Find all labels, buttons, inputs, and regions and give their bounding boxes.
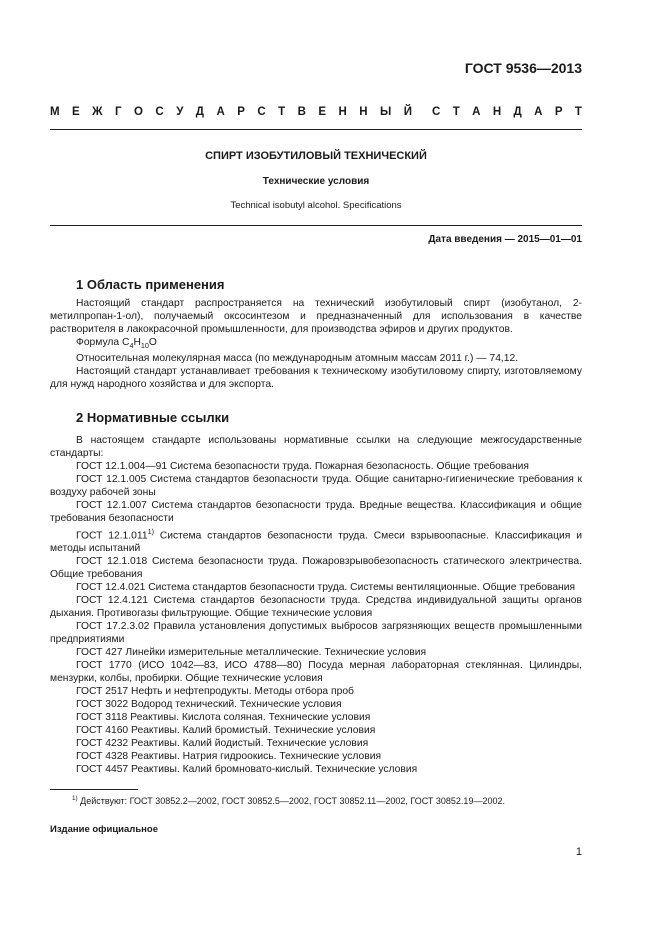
standard-word: С Т А Н Д А Р Т (432, 106, 582, 118)
top-rule (50, 129, 582, 130)
molecular-mass: Относительная молекулярная масса (по международным атомным массам 2011 г.) — 74,12. (76, 353, 519, 365)
reference-code: ГОСТ 427 (76, 647, 123, 659)
reference-code: ГОСТ 4328 (76, 751, 129, 763)
reference-item (50, 750, 582, 763)
reference-code: ГОСТ 12.1.011 (76, 530, 148, 542)
reference-title: Реактивы. Калий бромновато-кислый. Технические условия (131, 764, 418, 776)
reference-item (50, 473, 582, 499)
reference-code: ГОСТ 12.1.007 (76, 500, 147, 511)
section-1-body (50, 297, 582, 391)
reference-title: Линейки измерительные металлические. Технические условия (125, 647, 427, 659)
formula-line: Формула $C_4H_{10}O$ (76, 337, 157, 351)
reference-item (50, 499, 582, 525)
reference-title: Реактивы. Кислота соляная. Технические условия (130, 712, 371, 724)
footnote-rule (50, 789, 138, 790)
reference-title: Реактивы. Калий йодистый. Технические условия (131, 738, 369, 750)
official-edition: Издание официальное (50, 824, 158, 835)
reference-item (50, 698, 582, 711)
reference-title: Система безопасности труда. Пожаровзрывобезопасность статического электричества. Общие требования (50, 556, 582, 581)
section-1-heading: 1 Область применения (76, 277, 225, 292)
document-subtitle: Технические условия (262, 176, 370, 187)
scope-paragraph: Настоящий стандарт распространяется на технический изобутиловый спирт (изобутанол, 2-метилпропан-1-ол), получаемый оксосинтезом и предназначенный для использования в качестве растворителя в лакокрасочной промышленности, для производства эфиров и других продуктов. (50, 298, 582, 335)
section-2-heading: 2 Нормативные ссылки (76, 410, 230, 425)
reference-code: ГОСТ 4232 (76, 738, 129, 750)
reference-code: ГОСТ 4160 (76, 725, 129, 737)
reference-item (50, 525, 582, 555)
page-number: 1 (575, 846, 582, 858)
reference-title: Система стандартов безопасности труда. Средства индивидуальной защиты органов дыхания. Противогазы фильтрующие. Общие технические условия (50, 595, 582, 620)
reference-title: Нефть и нефтепродукты. Методы отбора проб (131, 686, 354, 698)
introduction-date: Дата введения — 2015—01—01 (428, 234, 582, 245)
english-title: Technical isobutyl alcohol. Specifications (230, 200, 402, 211)
reference-code: ГОСТ 12.1.018 (76, 556, 148, 568)
reference-title: Система стандартов безопасности труда. Вредные вещества. Классификация и общие требования безопасности (50, 500, 582, 524)
reference-item (50, 594, 582, 620)
interstate-word: М Е Ж Г О С У Д А Р С Т В Е Н Н Ы Й (50, 106, 412, 118)
reference-item (50, 460, 582, 473)
reference-item (50, 581, 582, 594)
reference-item (50, 659, 582, 685)
document-title: СПИРТ ИЗОБУТИЛОВЫЙ ТЕХНИЧЕСКИЙ (205, 150, 427, 162)
reference-item (50, 711, 582, 724)
reference-item (50, 620, 582, 646)
standard-code: ГОСТ 9536—2013 (464, 60, 582, 76)
reference-item (50, 685, 582, 698)
references-intro: В настоящем стандарте использованы нормативные ссылки на следующие межгосударственные стандарты: (50, 435, 582, 459)
reference-title: Правила установления допустимых выбросов загрязняющих веществ промышленными предприятиями (50, 621, 582, 646)
reference-code: ГОСТ 2517 (76, 686, 129, 698)
reference-item (50, 737, 582, 750)
reference-title: (ИСО 1042—83, ИСО 4788—80) Посуда мерная лабораторная стеклянная. Цилиндры, мензурки, колбы, пробирки. Общие технические условия (50, 660, 582, 685)
reference-title: Реактивы. Калий бромистый. Технические условия (131, 725, 376, 737)
reference-title: Реактивы. Натрия гидроокись. Технические условия (131, 751, 382, 763)
interstate-standard-banner (50, 106, 582, 118)
reference-code: ГОСТ 4457 (76, 764, 129, 776)
reference-code: ГОСТ 3118 (76, 712, 128, 724)
section-2-body (50, 434, 582, 776)
reference-code: ГОСТ 12.4.021 (76, 582, 146, 594)
reference-title: Система стандартов безопасности труда. Общие санитарно-гигиенические требования к воздуху рабочей зоны (50, 474, 582, 498)
reference-code: ГОСТ 12.1.005 (76, 474, 147, 485)
reference-item (50, 646, 582, 659)
reference-code: ГОСТ 12.1.004—91 (76, 461, 168, 472)
references-list (50, 460, 582, 776)
reference-title: Система стандартов безопасности труда. Системы вентиляционные. Общие требования (148, 582, 576, 594)
footnote: $^{1)}$ Действуют: ГОСТ 30852.2—2002, ГОСТ 30852.5—2002, ГОСТ 30852.11—2002, ГОСТ 30852.19—2002. (72, 795, 505, 806)
reference-title: Система стандартов безопасности труда. Смеси взрывоопасные. Классификация и методы испытаний (50, 530, 582, 555)
reference-code: ГОСТ 1770 (76, 660, 132, 672)
reference-item (50, 555, 582, 581)
reference-title: Водород технический. Технические условия (131, 699, 342, 711)
reference-title: Система безопасности труда. Пожарная безопасность. Общие требования (169, 461, 529, 472)
footnote-mark: 1) (147, 527, 154, 536)
reference-code: ГОСТ 17.2.3.02 (76, 621, 150, 633)
title-rule (50, 225, 582, 226)
reference-item (50, 763, 582, 776)
requirements-paragraph: Настоящий стандарт устанавливает требования к техническому изобутиловому спирту, изготовляемому для нужд народного хозяйства и для экспорта. (50, 366, 582, 391)
reference-code: ГОСТ 3022 (76, 699, 129, 711)
reference-code: ГОСТ 12.4.121 (76, 595, 148, 607)
reference-item (50, 724, 582, 737)
